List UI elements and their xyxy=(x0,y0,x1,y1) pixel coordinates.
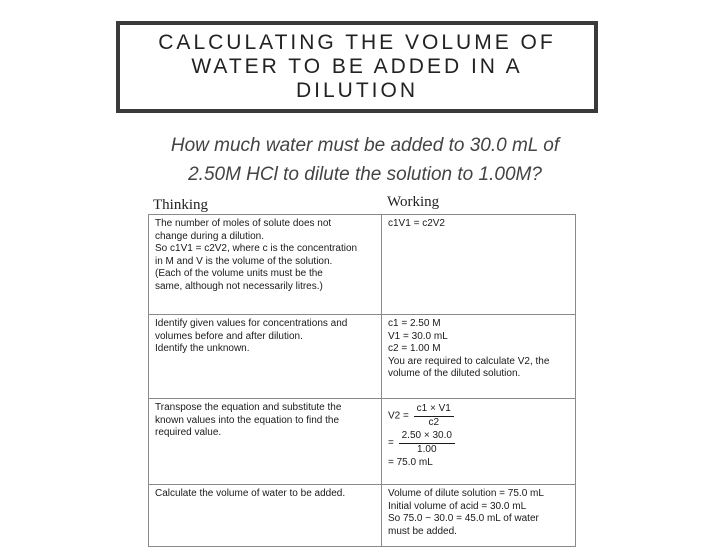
text-line: Calculate the volume of water to be added. xyxy=(155,488,346,499)
text-line: c2 = 1.00 M xyxy=(388,343,441,354)
table-row xyxy=(149,399,576,485)
question-line-2: 2.50M HCl to dilute the solution to 1.00M? xyxy=(188,164,542,185)
equals-sign: = xyxy=(388,437,394,449)
title-line-1: CALCULATING THE VOLUME OF xyxy=(158,31,556,54)
text-line: volumes before and after dilution. xyxy=(155,330,303,342)
question-line-1: How much water must be added to 30.0 mL of xyxy=(170,135,560,156)
working-cell xyxy=(382,485,576,547)
text-line: in M and V is the volume of the solution. xyxy=(155,255,333,267)
fraction-denominator: c2 xyxy=(428,416,440,428)
thinking-cell xyxy=(149,215,382,315)
fraction-numerator: 2.50 × 30.0 xyxy=(399,430,455,444)
title-line-3: DILUTION xyxy=(295,79,418,102)
thinking-cell xyxy=(149,315,382,399)
text-line: same, although not necessarily litres.) xyxy=(155,280,323,292)
text-line: c1 = 2.50 M xyxy=(388,318,441,329)
steps-table xyxy=(148,214,576,547)
text-line: So 75.0 − 30.0 = 45.0 mL of water xyxy=(388,513,539,524)
equation-row xyxy=(388,403,571,429)
thinking-cell xyxy=(149,485,382,547)
working-cell xyxy=(382,399,576,485)
thinking-cell xyxy=(149,399,382,485)
text-line: Identify given values for concentrations and xyxy=(155,318,348,329)
equation-line: c1V1 = c2V2 xyxy=(388,218,445,229)
text-line: You are required to calculate V2, the xyxy=(388,355,550,367)
working-header: Working xyxy=(387,194,440,210)
text-line: Volume of dilute solution = 75.0 mL xyxy=(388,488,544,499)
fraction xyxy=(399,430,455,456)
text-line: volume of the diluted solution. xyxy=(388,368,521,379)
working-cell xyxy=(382,315,576,399)
thinking-header: Thinking xyxy=(153,197,208,213)
title-line-2: WATER TO BE ADDED IN A xyxy=(191,55,523,78)
fraction xyxy=(414,403,454,429)
text-line: So c1V1 = c2V2, where c is the concentration xyxy=(155,243,358,254)
table-row xyxy=(149,315,576,399)
text-line: The number of moles of solute does not xyxy=(155,218,332,229)
text-line: V1 = 30.0 mL xyxy=(388,330,448,342)
text-line: required value. xyxy=(155,427,222,438)
table-row xyxy=(149,485,576,547)
working-cell xyxy=(382,215,576,315)
text-line: Transpose the equation and substitute the xyxy=(155,402,342,413)
text-line: Initial volume of acid = 30.0 mL xyxy=(388,500,527,512)
text-line: (Each of the volume units must be the xyxy=(155,268,323,279)
text-line: known values into the equation to find the xyxy=(155,414,340,426)
text-line: must be added. xyxy=(388,525,457,537)
equation-lhs: V2 = xyxy=(388,410,409,422)
text-line: Identify the unknown. xyxy=(155,343,250,354)
title-box xyxy=(116,21,598,113)
worked-example-table xyxy=(146,188,576,540)
fraction-denominator: 1.00 xyxy=(417,443,437,455)
equation-result: = 75.0 mL xyxy=(388,457,433,468)
text-line: change during a dilution. xyxy=(155,230,264,242)
fraction-numerator: c1 × V1 xyxy=(414,403,454,417)
equation-row xyxy=(388,430,571,456)
table-row xyxy=(149,215,576,315)
question-text xyxy=(120,131,610,189)
